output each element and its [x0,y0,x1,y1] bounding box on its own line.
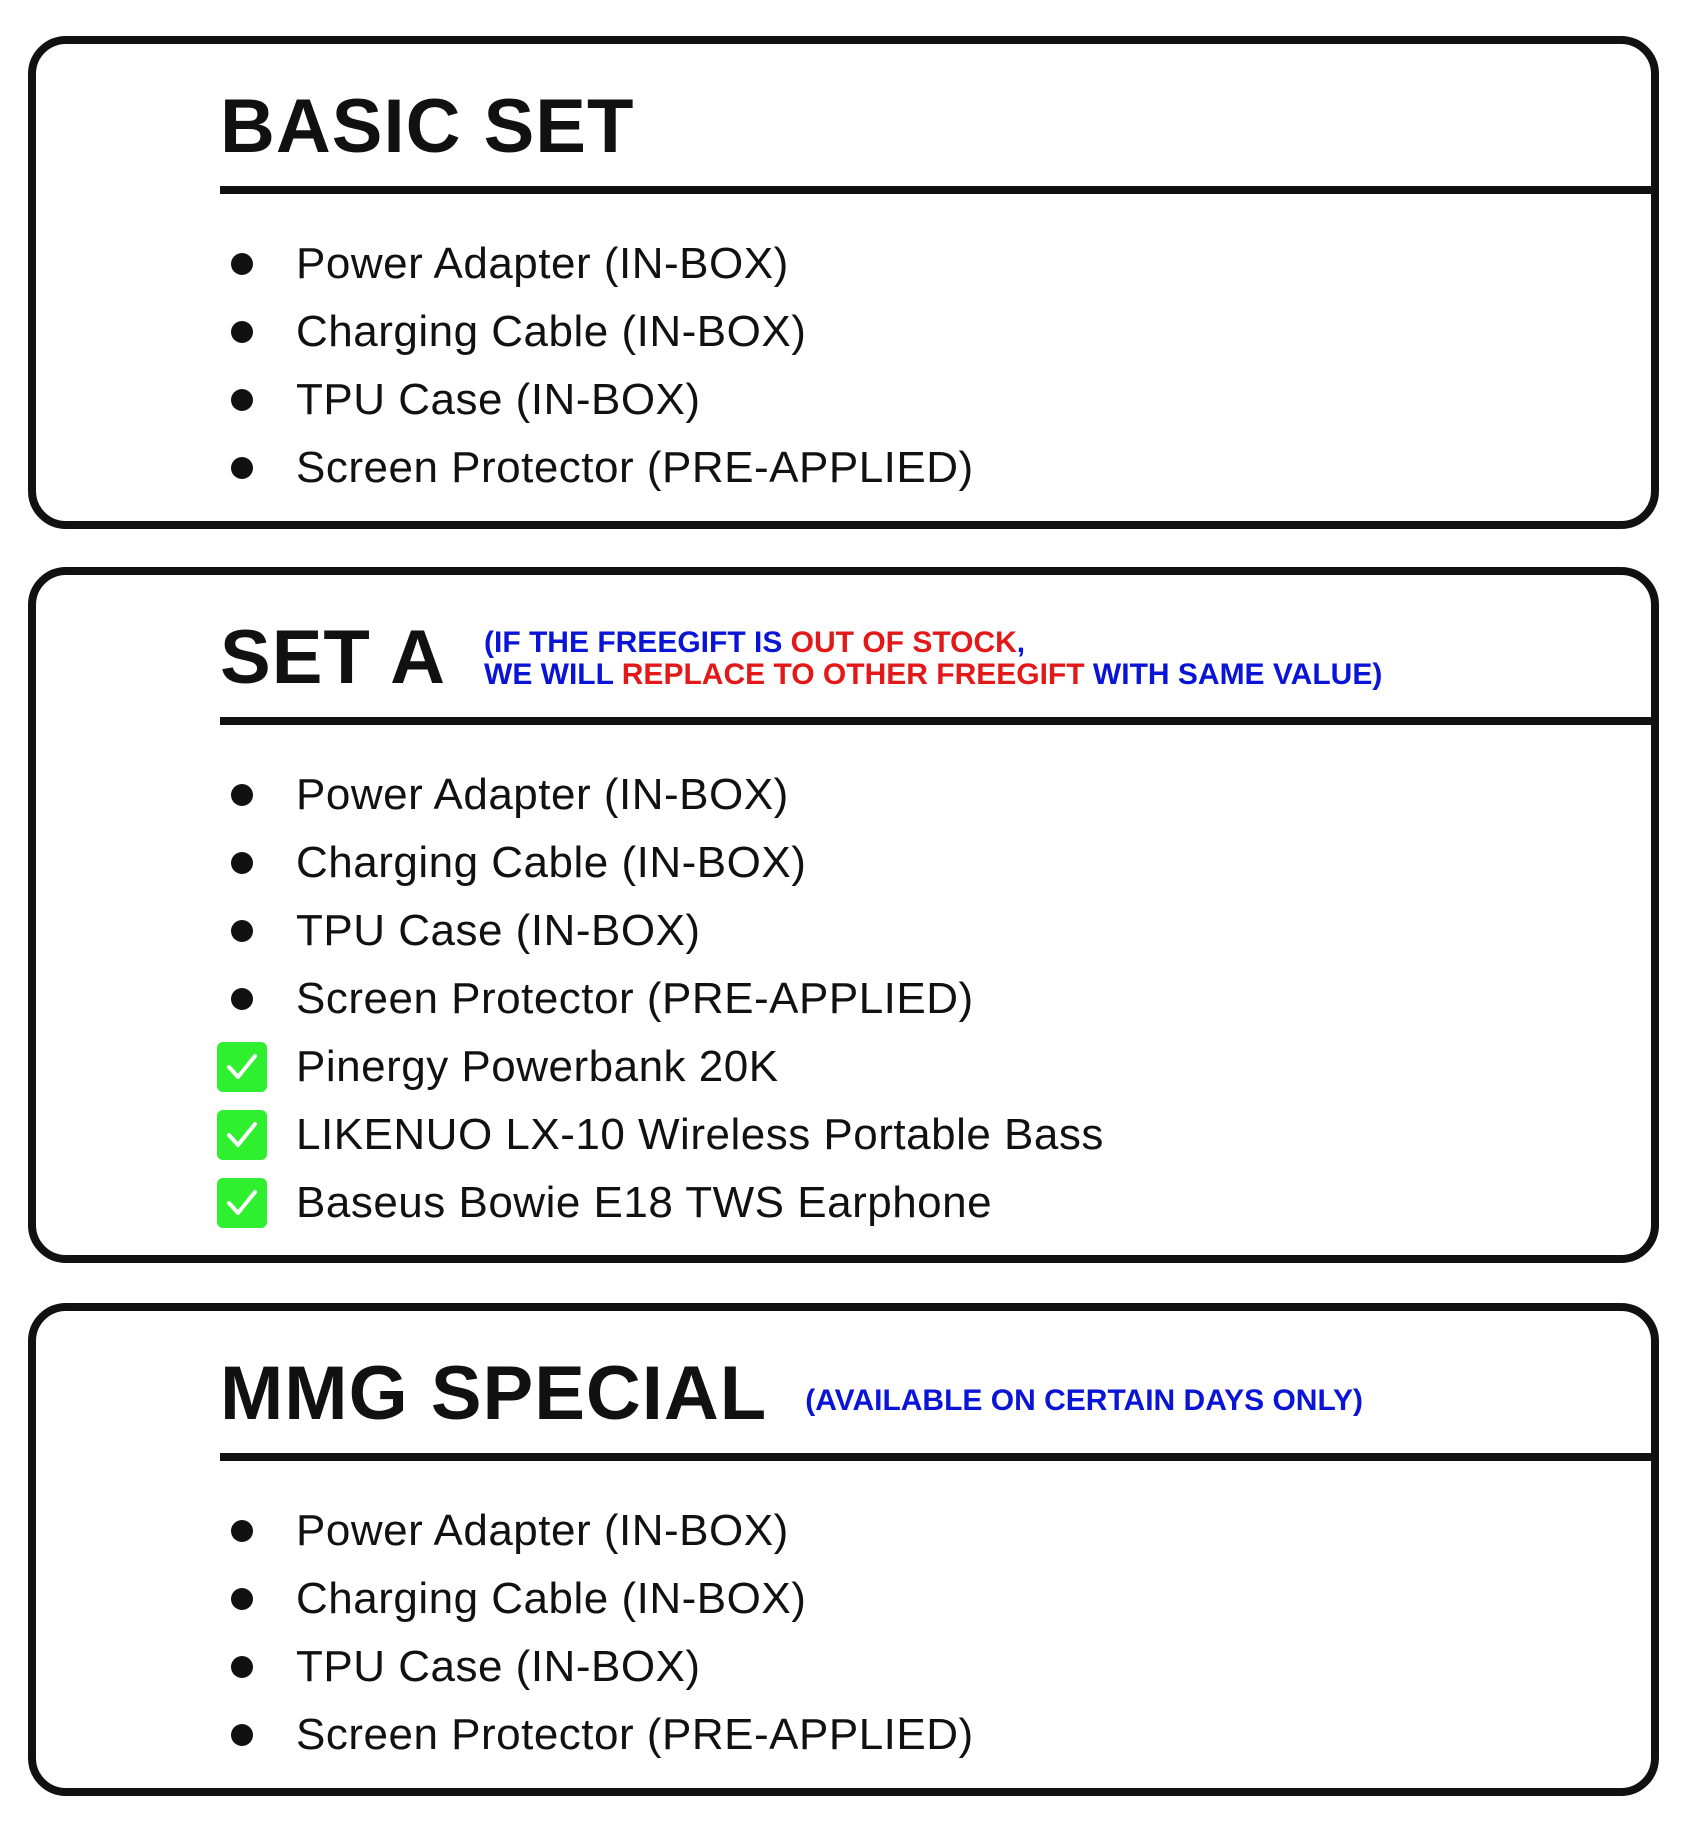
freegift-note [484,627,1382,691]
item-label: LIKENUO LX-10 Wireless Portable Bass [296,1110,1104,1159]
item-label: TPU Case (IN-BOX) [296,1642,701,1691]
list-item [216,1701,974,1769]
bullet-icon [216,1641,268,1693]
list-item [216,1565,974,1633]
item-label: Screen Protector (PRE-APPLIED) [296,443,974,492]
list-item [216,1033,1104,1101]
bullet-icon [216,1573,268,1625]
bullet-icon [216,769,268,821]
mmg-special-list [216,1497,974,1769]
list-item [216,298,974,366]
list-item [216,230,974,298]
item-label: Power Adapter (IN-BOX) [296,239,789,288]
list-item [216,434,974,502]
basic-set-panel [28,36,1659,529]
bullet-icon [216,238,268,290]
panel-header [220,615,1651,701]
basic-set-list [216,230,974,502]
bullet-icon [216,306,268,358]
set-a-panel [28,567,1659,1263]
list-item [216,1633,974,1701]
item-label: Pinergy Powerbank 20K [296,1042,779,1091]
bullet-icon [216,442,268,494]
item-label: Power Adapter (IN-BOX) [296,1506,789,1555]
check-icon [216,1177,268,1229]
check-icon [216,1041,268,1093]
item-label: Screen Protector (PRE-APPLIED) [296,1710,974,1759]
mmg-special-title: MMG SPECIAL [220,1351,768,1436]
item-label: Charging Cable (IN-BOX) [296,1574,807,1623]
header-divider [220,186,1659,194]
panel-header [220,84,1651,170]
bullet-icon [216,905,268,957]
bullet-icon [216,837,268,889]
bullet-icon [216,374,268,426]
item-label: Baseus Bowie E18 TWS Earphone [296,1178,993,1227]
bullet-icon [216,1505,268,1557]
list-item [216,829,1104,897]
header-divider [220,1453,1659,1461]
list-item [216,1497,974,1565]
list-item [216,897,1104,965]
note-line-1: (IF THE FREEGIFT IS OUT OF STOCK, [484,626,1026,659]
header-divider [220,717,1659,725]
item-label: Screen Protector (PRE-APPLIED) [296,974,974,1023]
note-line-2: WE WILL REPLACE TO OTHER FREEGIFT WITH SAME VALUE) [484,658,1383,691]
basic-set-title: BASIC SET [220,84,635,169]
list-item [216,1169,1104,1237]
check-icon [216,1109,268,1161]
item-label: Charging Cable (IN-BOX) [296,838,807,887]
panel-header [220,1351,1651,1437]
mmg-special-panel [28,1303,1659,1796]
item-label: Power Adapter (IN-BOX) [296,770,789,819]
set-a-list [216,761,1104,1237]
list-item [216,1101,1104,1169]
list-item [216,761,1104,829]
bullet-icon [216,1709,268,1761]
item-label: Charging Cable (IN-BOX) [296,307,807,356]
item-label: TPU Case (IN-BOX) [296,906,701,955]
item-label: TPU Case (IN-BOX) [296,375,701,424]
list-item [216,366,974,434]
bullet-icon [216,973,268,1025]
set-a-title: SET A [220,615,446,700]
list-item [216,965,1104,1033]
availability-note: (AVAILABLE ON CERTAIN DAYS ONLY) [805,1384,1364,1417]
